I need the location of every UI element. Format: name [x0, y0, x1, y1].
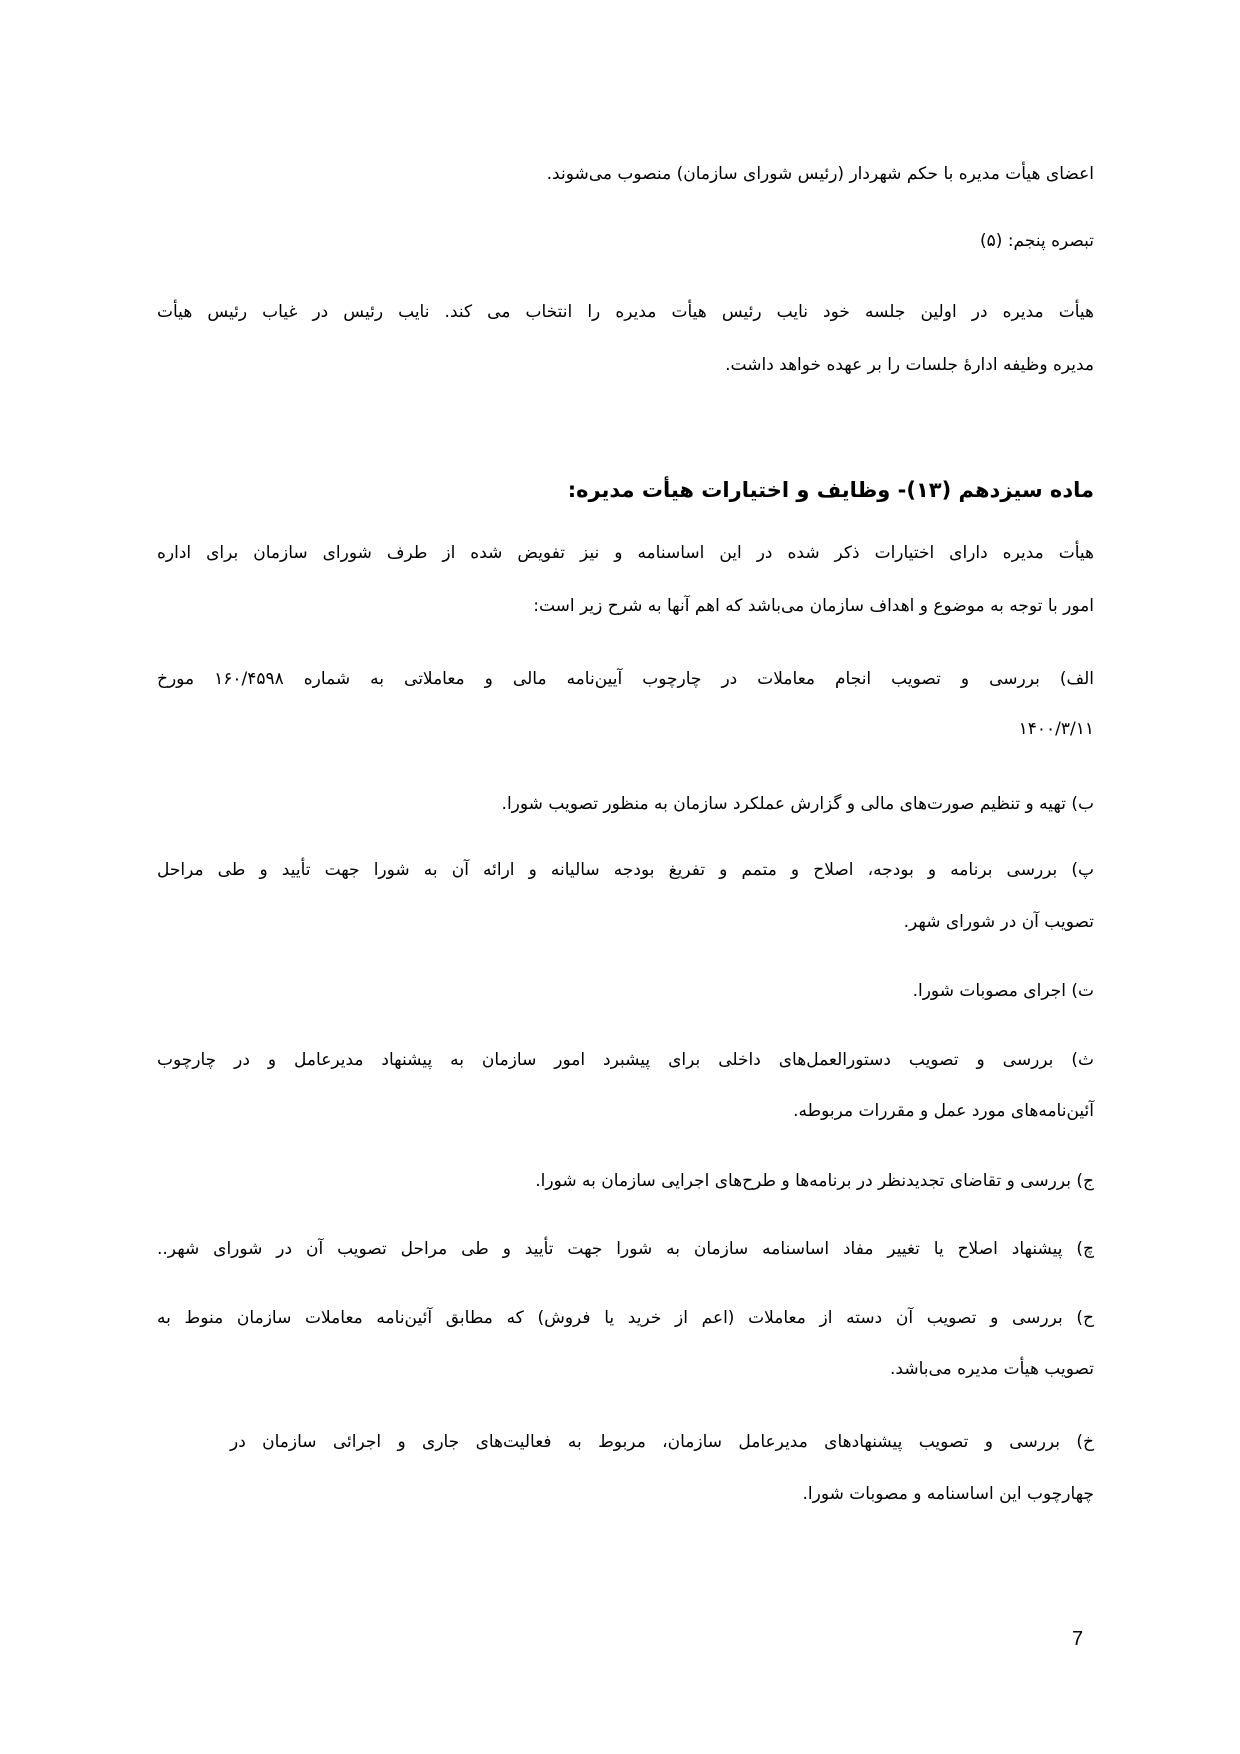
item-che: چ) پیشنهاد اصلاح یا تغییر مفاد اساسنامه سازمان به شورا جهت تأیید و طی مراحل تصویب آن در شورای شهر.. [157, 1239, 1094, 1259]
item-be: ب) تهیه و تنظیم صورت‌های مالی و گزارش عملکرد سازمان به منظور تصویب شورا. [501, 794, 1094, 814]
page-number: 7 [1072, 1628, 1084, 1650]
item-se-line: آئین‌نامه‌های مورد عمل و مقررات مربوطه. [793, 1101, 1094, 1121]
item-pe-line: تصویب آن در شورای شهر. [903, 912, 1094, 932]
members-appointment-text: اعضای هیأت مدیره با حکم شهردار (رئیس شورای سازمان) منصوب می‌شوند. [546, 164, 1094, 184]
item-pe-line: پ) بررسی برنامه و بودجه، اصلاح و متمم و تفریغ بودجه سالیانه و ارائه آن به شورا جهت تأیید و طی مراحل [157, 860, 1094, 880]
note-text-line: هیأت مدیره در اولین جلسه خود نایب رئیس هیأت مدیره را انتخاب می کند. نایب رئیس در غیاب رئیس هیأت [157, 302, 1094, 322]
note-text-line: مدیره وظیفه ادارهٔ جلسات را بر عهده خواهد داشت. [725, 355, 1094, 375]
item-khe-line: خ) بررسی و تصویب پیشنهادهای مدیرعامل سازمان، مربوط به فعالیت‌های جاری و اجرائی سازمان در [230, 1432, 1094, 1452]
article-heading: ماده سیزدهم (۱۳)- وظایف و اختیارات هیأت مدیره: [567, 478, 1094, 502]
article-intro-line: امور با توجه به موضوع و اهداف سازمان می‌باشد که اهم آنها به شرح زیر است: [533, 596, 1094, 616]
item-alef-line: الف) بررسی و تصویب انجام معاملات در چارچوب آیین‌نامه مالی و معاملاتی به شماره ۱۶۰/۴۵۹۸ مورخ [157, 669, 1094, 689]
item-alef-date: ۱۴۰۰/۳/۱۱ [1018, 719, 1094, 739]
item-khe-line: چهارچوب این اساسنامه و مصوبات شورا. [802, 1484, 1094, 1504]
item-te: ت) اجرای مصوبات شورا. [912, 981, 1094, 1001]
note-title: تبصره پنجم: (۵) [980, 231, 1094, 251]
article-intro-line: هیأت مدیره دارای اختیارات ذکر شده در این اساسنامه و نیز تفویض شده از طرف شورای سازمان برای اداره [157, 543, 1094, 563]
item-se-line: ث) بررسی و تصویب دستورالعمل‌های داخلی برای پیشبرد امور سازمان به پیشنهاد مدیرعامل و در چارچوب [157, 1050, 1094, 1070]
item-he-line: ح) بررسی و تصویب آن دسته از معاملات (اعم از خرید یا فروش) که مطابق آئین‌نامه معاملات سازمان منوط به [157, 1308, 1094, 1328]
item-he-line: تصویب هیأت مدیره می‌باشد. [890, 1359, 1094, 1379]
item-jim: ج) بررسی و تقاضای تجدیدنظر در برنامه‌ها و طرح‌های اجرایی سازمان به شورا. [535, 1171, 1094, 1191]
